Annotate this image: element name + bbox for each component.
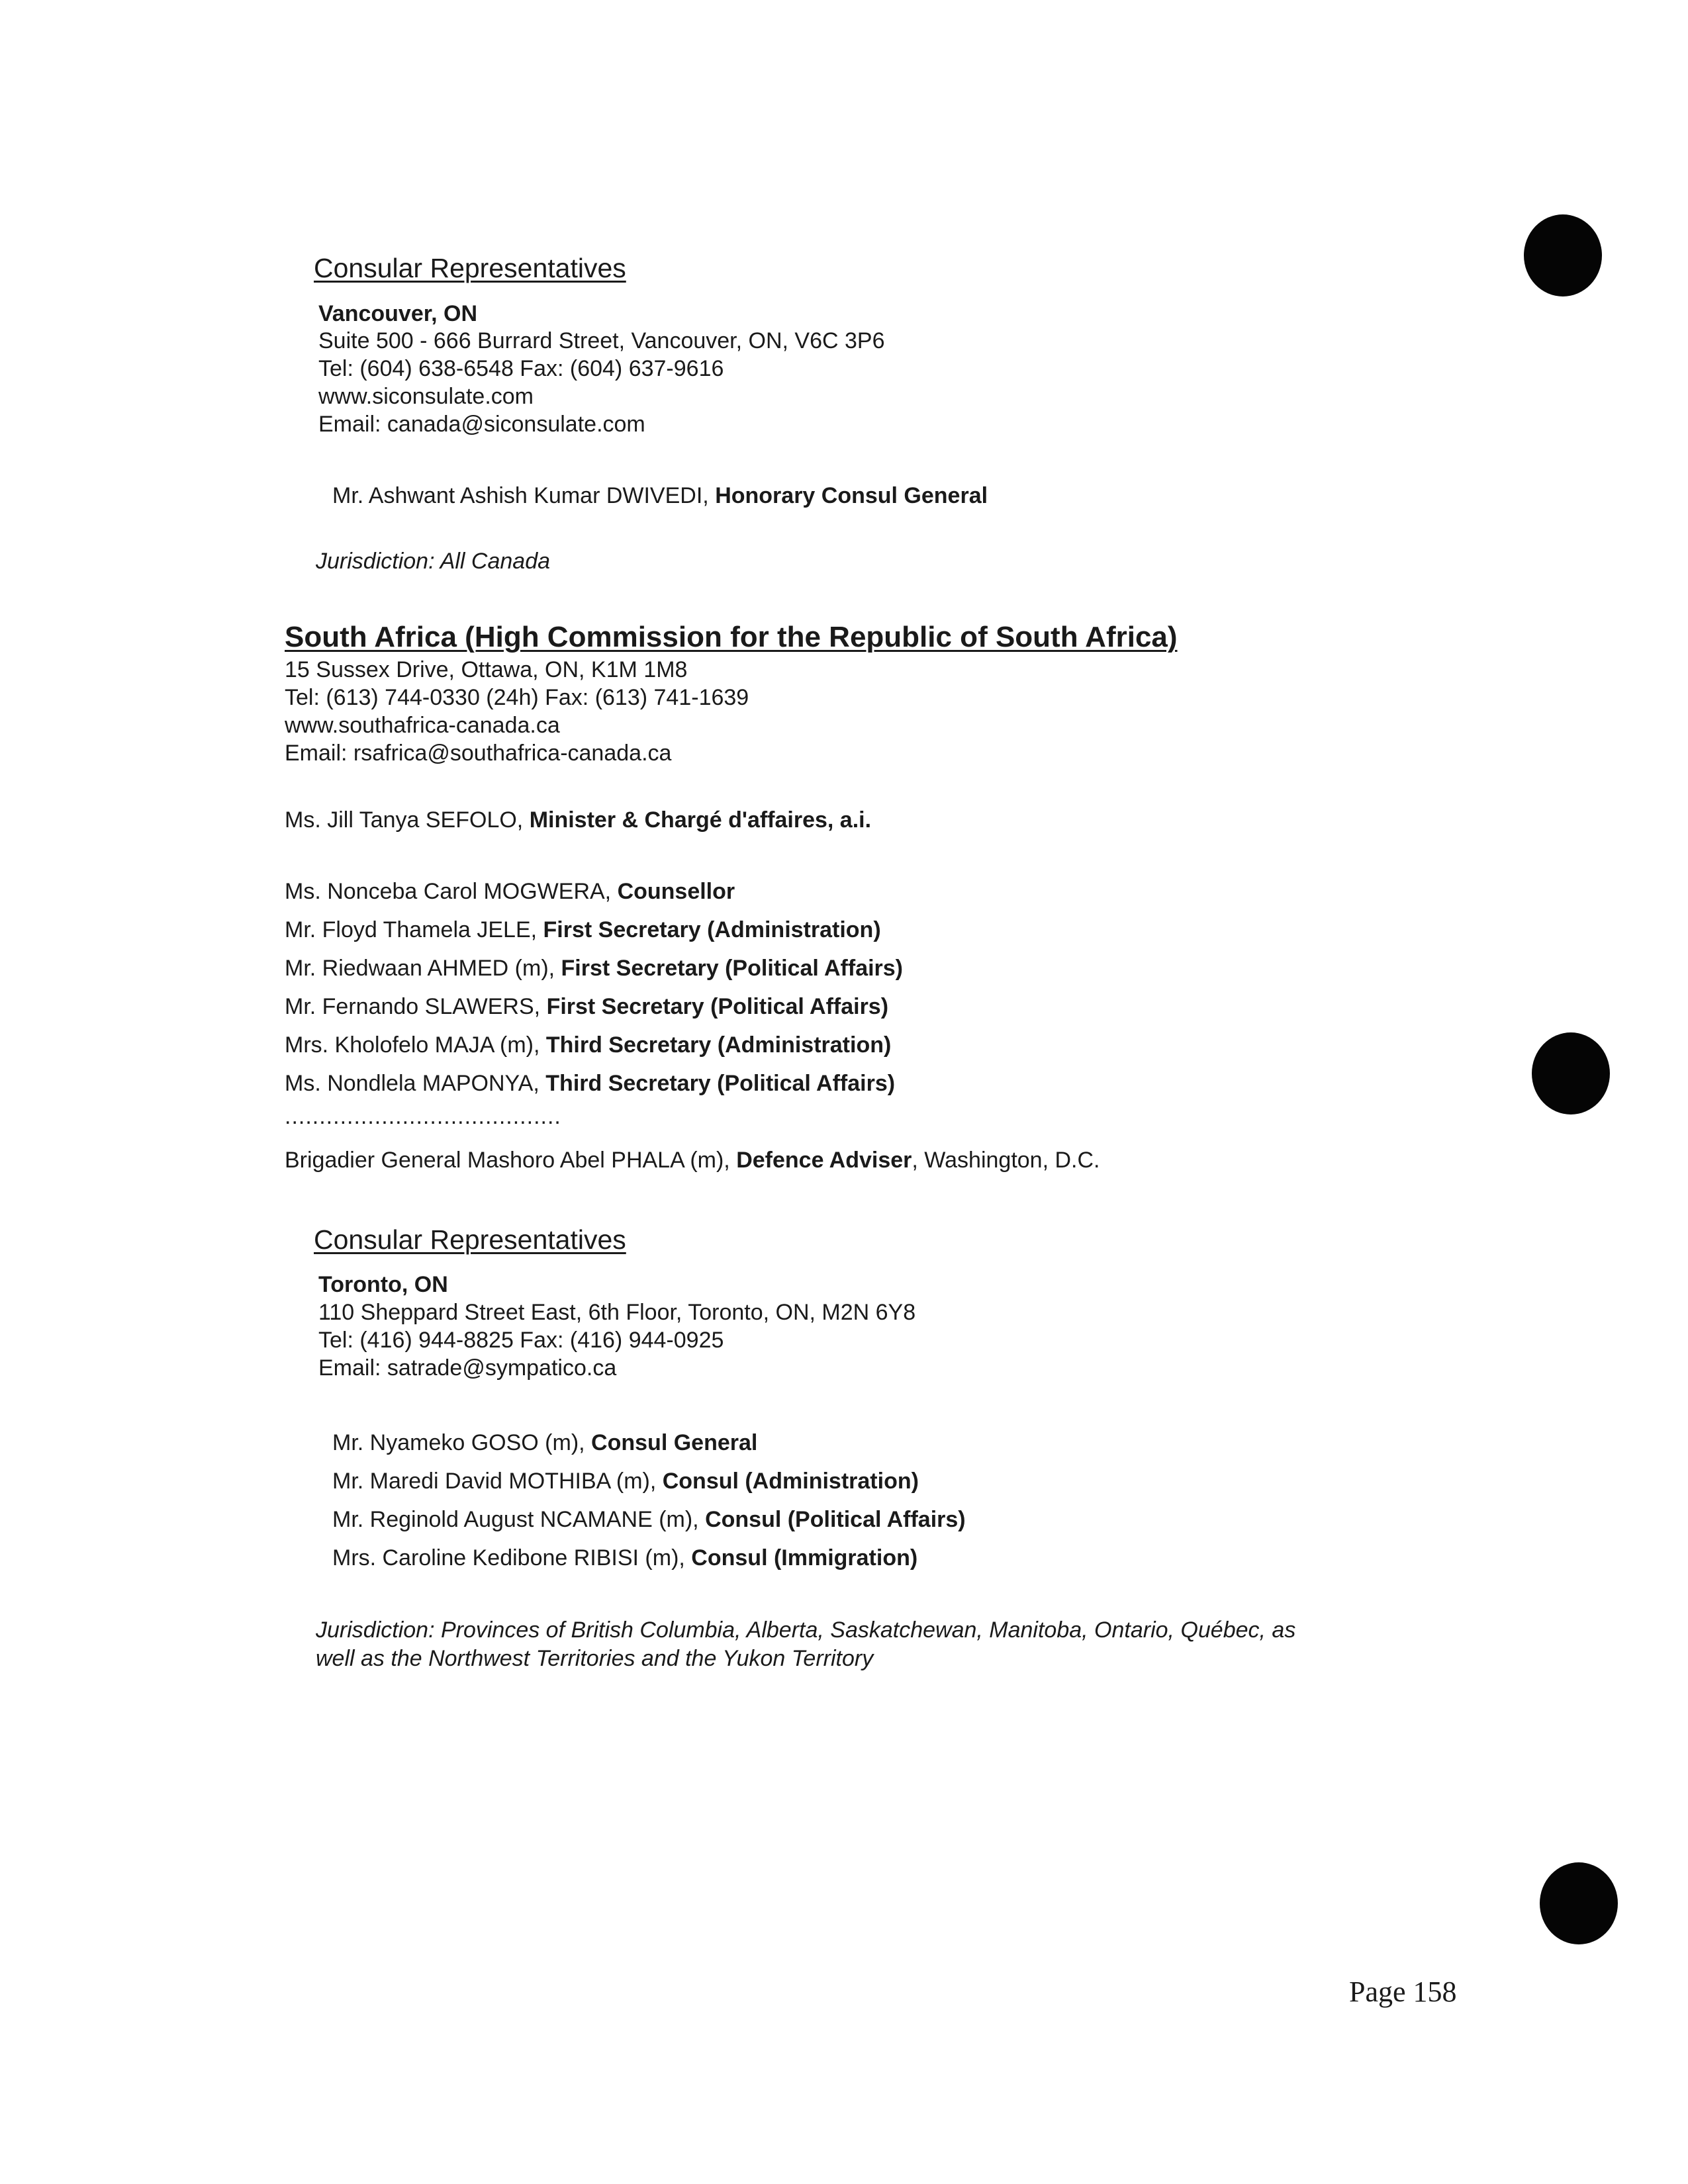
staff-name: Ms. Jill Tanya SEFOLO, (285, 807, 530, 833)
staff-title: Third Secretary (Administration) (545, 1032, 892, 1058)
staff-entry (285, 949, 903, 987)
staff-entry (332, 1500, 966, 1539)
staff-name: Mr. Maredi David MOTHIBA (m), (332, 1469, 663, 1494)
mission-head-entry (285, 801, 871, 839)
mission-phone-fax: Tel: (613) 744-0330 (24h) Fax: (613) 741-1639 (285, 685, 749, 710)
mission-website: www.southafrica-canada.ca (285, 713, 560, 738)
phone-fax-toronto: Tel: (416) 944-8825 Fax: (416) 944-0925 (318, 1328, 724, 1353)
section-heading-vancouver: Consular Representatives (314, 253, 626, 283)
staff-title: Counsellor (617, 879, 735, 904)
punch-hole-top (1524, 214, 1602, 296)
staff-entry (285, 987, 903, 1026)
mission-staff-list (285, 872, 903, 1103)
city-label-toronto: Toronto, ON (318, 1272, 448, 1297)
punch-hole-middle (1532, 1032, 1610, 1115)
mission-address: 15 Sussex Drive, Ottawa, ON, K1M 1M8 (285, 657, 688, 682)
staff-entry (332, 1424, 966, 1462)
staff-entry (332, 477, 988, 515)
staff-entry (285, 1064, 903, 1103)
staff-entry (332, 1539, 966, 1577)
address-toronto: 110 Sheppard Street East, 6th Floor, Toronto, ON, M2N 6Y8 (318, 1300, 916, 1325)
mission-email: Email: rsafrica@southafrica-canada.ca (285, 741, 672, 766)
staff-name: Ms. Nondlela MAPONYA, (285, 1071, 546, 1096)
staff-entry (332, 1462, 966, 1500)
punch-hole-bottom (1540, 1862, 1618, 1944)
jurisdiction-toronto-line1: Jurisdiction: Provinces of British Columbia, Alberta, Saskatchewan, Manitoba, Ontario, Québec, as (316, 1617, 1296, 1643)
staff-name: Mrs. Caroline Kedibone RIBISI (m), (332, 1545, 692, 1570)
phone-fax-vancouver: Tel: (604) 638-6548 Fax: (604) 637-9616 (318, 356, 724, 381)
defence-adviser-entry (285, 1141, 1100, 1179)
staff-title: Third Secretary (Political Affairs) (545, 1071, 896, 1096)
staff-name: Ms. Nonceba Carol MOGWERA, (285, 879, 618, 904)
staff-name: Mr. Fernando SLAWERS, (285, 994, 547, 1019)
staff-name: Mrs. Kholofelo MAJA (m), (285, 1032, 546, 1058)
page-number: Page 158 (1349, 1976, 1457, 2008)
staff-title: Defence Adviser (736, 1148, 912, 1173)
city-label-vancouver: Vancouver, ON (318, 301, 477, 326)
staff-title: First Secretary (Political Affairs) (561, 956, 904, 981)
staff-name: Brigadier General Mashoro Abel PHALA (m), (285, 1148, 737, 1173)
mission-heading: South Africa (High Commission for the Republic of South Africa) (285, 621, 1178, 653)
staff-title: Consul (Administration) (662, 1469, 919, 1494)
staff-title: Consul (Immigration) (691, 1545, 918, 1570)
staff-name: Mr. Reginold August NCAMANE (m), (332, 1507, 706, 1532)
staff-title: Minister & Chargé d'affaires, a.i. (529, 807, 872, 833)
consulate-staff-list (332, 1424, 966, 1577)
staff-title: First Secretary (Administration) (543, 917, 881, 942)
staff-entry (285, 911, 903, 949)
staff-title: Honorary Consul General (715, 483, 988, 508)
address-vancouver: Suite 500 - 666 Burrard Street, Vancouver, ON, V6C 3P6 (318, 328, 885, 353)
staff-title: First Secretary (Political Affairs) (546, 994, 889, 1019)
staff-name: Mr. Riedwaan AHMED (m), (285, 956, 561, 981)
email-toronto: Email: satrade@sympatico.ca (318, 1355, 617, 1381)
staff-title: Consul General (591, 1430, 758, 1455)
jurisdiction-vancouver: Jurisdiction: All Canada (316, 549, 551, 574)
staff-location: , Washington, D.C. (912, 1148, 1100, 1173)
staff-name: Mr. Floyd Thamela JELE, (285, 917, 543, 942)
website-vancouver: www.siconsulate.com (318, 384, 534, 409)
jurisdiction-toronto-line2: well as the Northwest Territories and the Yukon Territory (316, 1646, 874, 1671)
staff-entry (285, 872, 903, 911)
staff-name: Mr. Nyameko GOSO (m), (332, 1430, 592, 1455)
staff-entry (285, 1026, 903, 1064)
dotted-separator: ........................................ (285, 1104, 561, 1129)
staff-title: Consul (Political Affairs) (705, 1507, 966, 1532)
section-heading-toronto: Consular Representatives (314, 1224, 626, 1255)
staff-name: Mr. Ashwant Ashish Kumar DWIVEDI, (332, 483, 716, 508)
email-vancouver: Email: canada@siconsulate.com (318, 412, 645, 437)
